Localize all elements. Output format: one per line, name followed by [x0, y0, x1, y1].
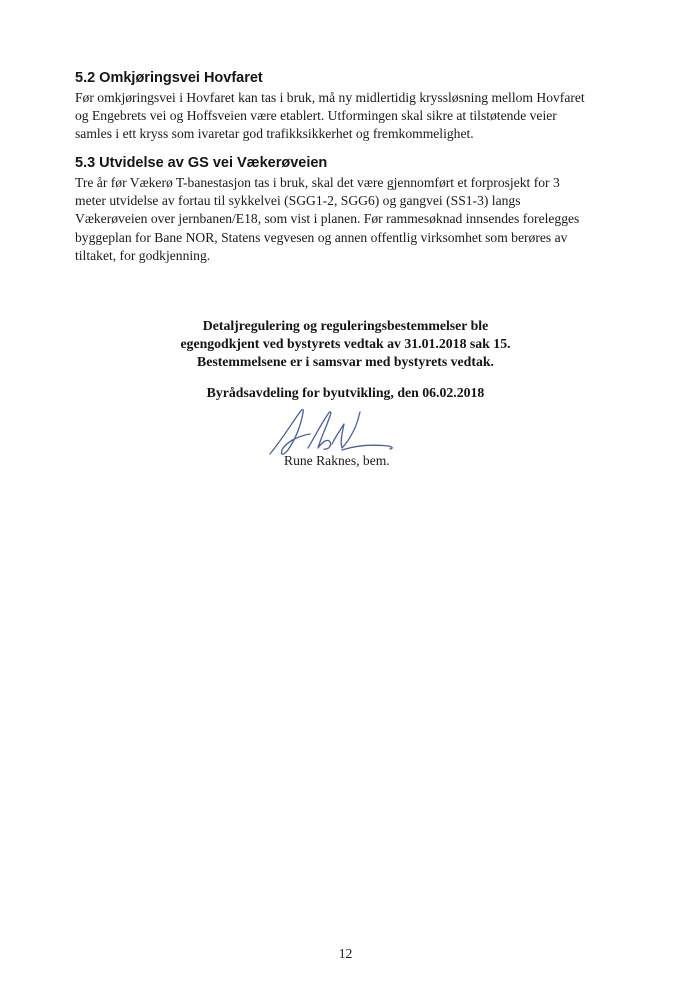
body-line: tiltaket, for godkjenning. [75, 247, 211, 263]
body-line: meter utvidelse av fortau til sykkelvei (SGG1-2, SGG6) og gangvei (SS1-3) langs [75, 193, 521, 209]
page-number: 12 [338, 946, 353, 961]
body-line: byggeplan for Bane NOR, Statens vegvesen og annen offentlig virksomhet som berøres av [75, 229, 568, 245]
department-date-line: Byrådsavdeling for byutvikling, den 06.02.2018 [206, 385, 485, 400]
approval-line: Bestemmelsene er i samsvar med bystyrets vedtak. [197, 354, 494, 370]
body-line: og Engebrets vei og Hoffsveien være etablert. Utformingen skal sikre at tilstøtende veier [75, 108, 557, 124]
body-line: Vækerøveien over jernbanen/E18, som vist i planen. Før rammesøknad innsendes forelegges [75, 211, 580, 227]
section-5-3 [75, 154, 635, 265]
section-body [75, 174, 635, 265]
signer-name: Rune Raknes, bem. [284, 453, 390, 468]
section-body [75, 89, 635, 144]
section-5-2 [75, 69, 635, 144]
approval-line: egengodkjent ved bystyrets vedtak av 31.01.2018 sak 15. [180, 336, 511, 352]
body-line: samles i ett kryss som ivaretar god trafikksikkerhet og fremkommelighet. [75, 126, 474, 142]
approval-line: Detaljregulering og reguleringsbestemmelser ble [202, 318, 489, 333]
section-heading: 5.2 Omkjøringsvei Hovfaret [75, 70, 263, 86]
approval-statement [0, 317, 691, 372]
section-heading: 5.3 Utvidelse av GS vei Vækerøveien [75, 155, 328, 171]
body-line: Tre år før Vækerø T-banestasjon tas i bruk, skal det være gjennomført et forprosjekt for 3 [75, 175, 560, 190]
body-line: Før omkjøringsvei i Hovfaret kan tas i bruk, må ny midlertidig kryssløsning mellom Hovfaret [75, 90, 585, 105]
